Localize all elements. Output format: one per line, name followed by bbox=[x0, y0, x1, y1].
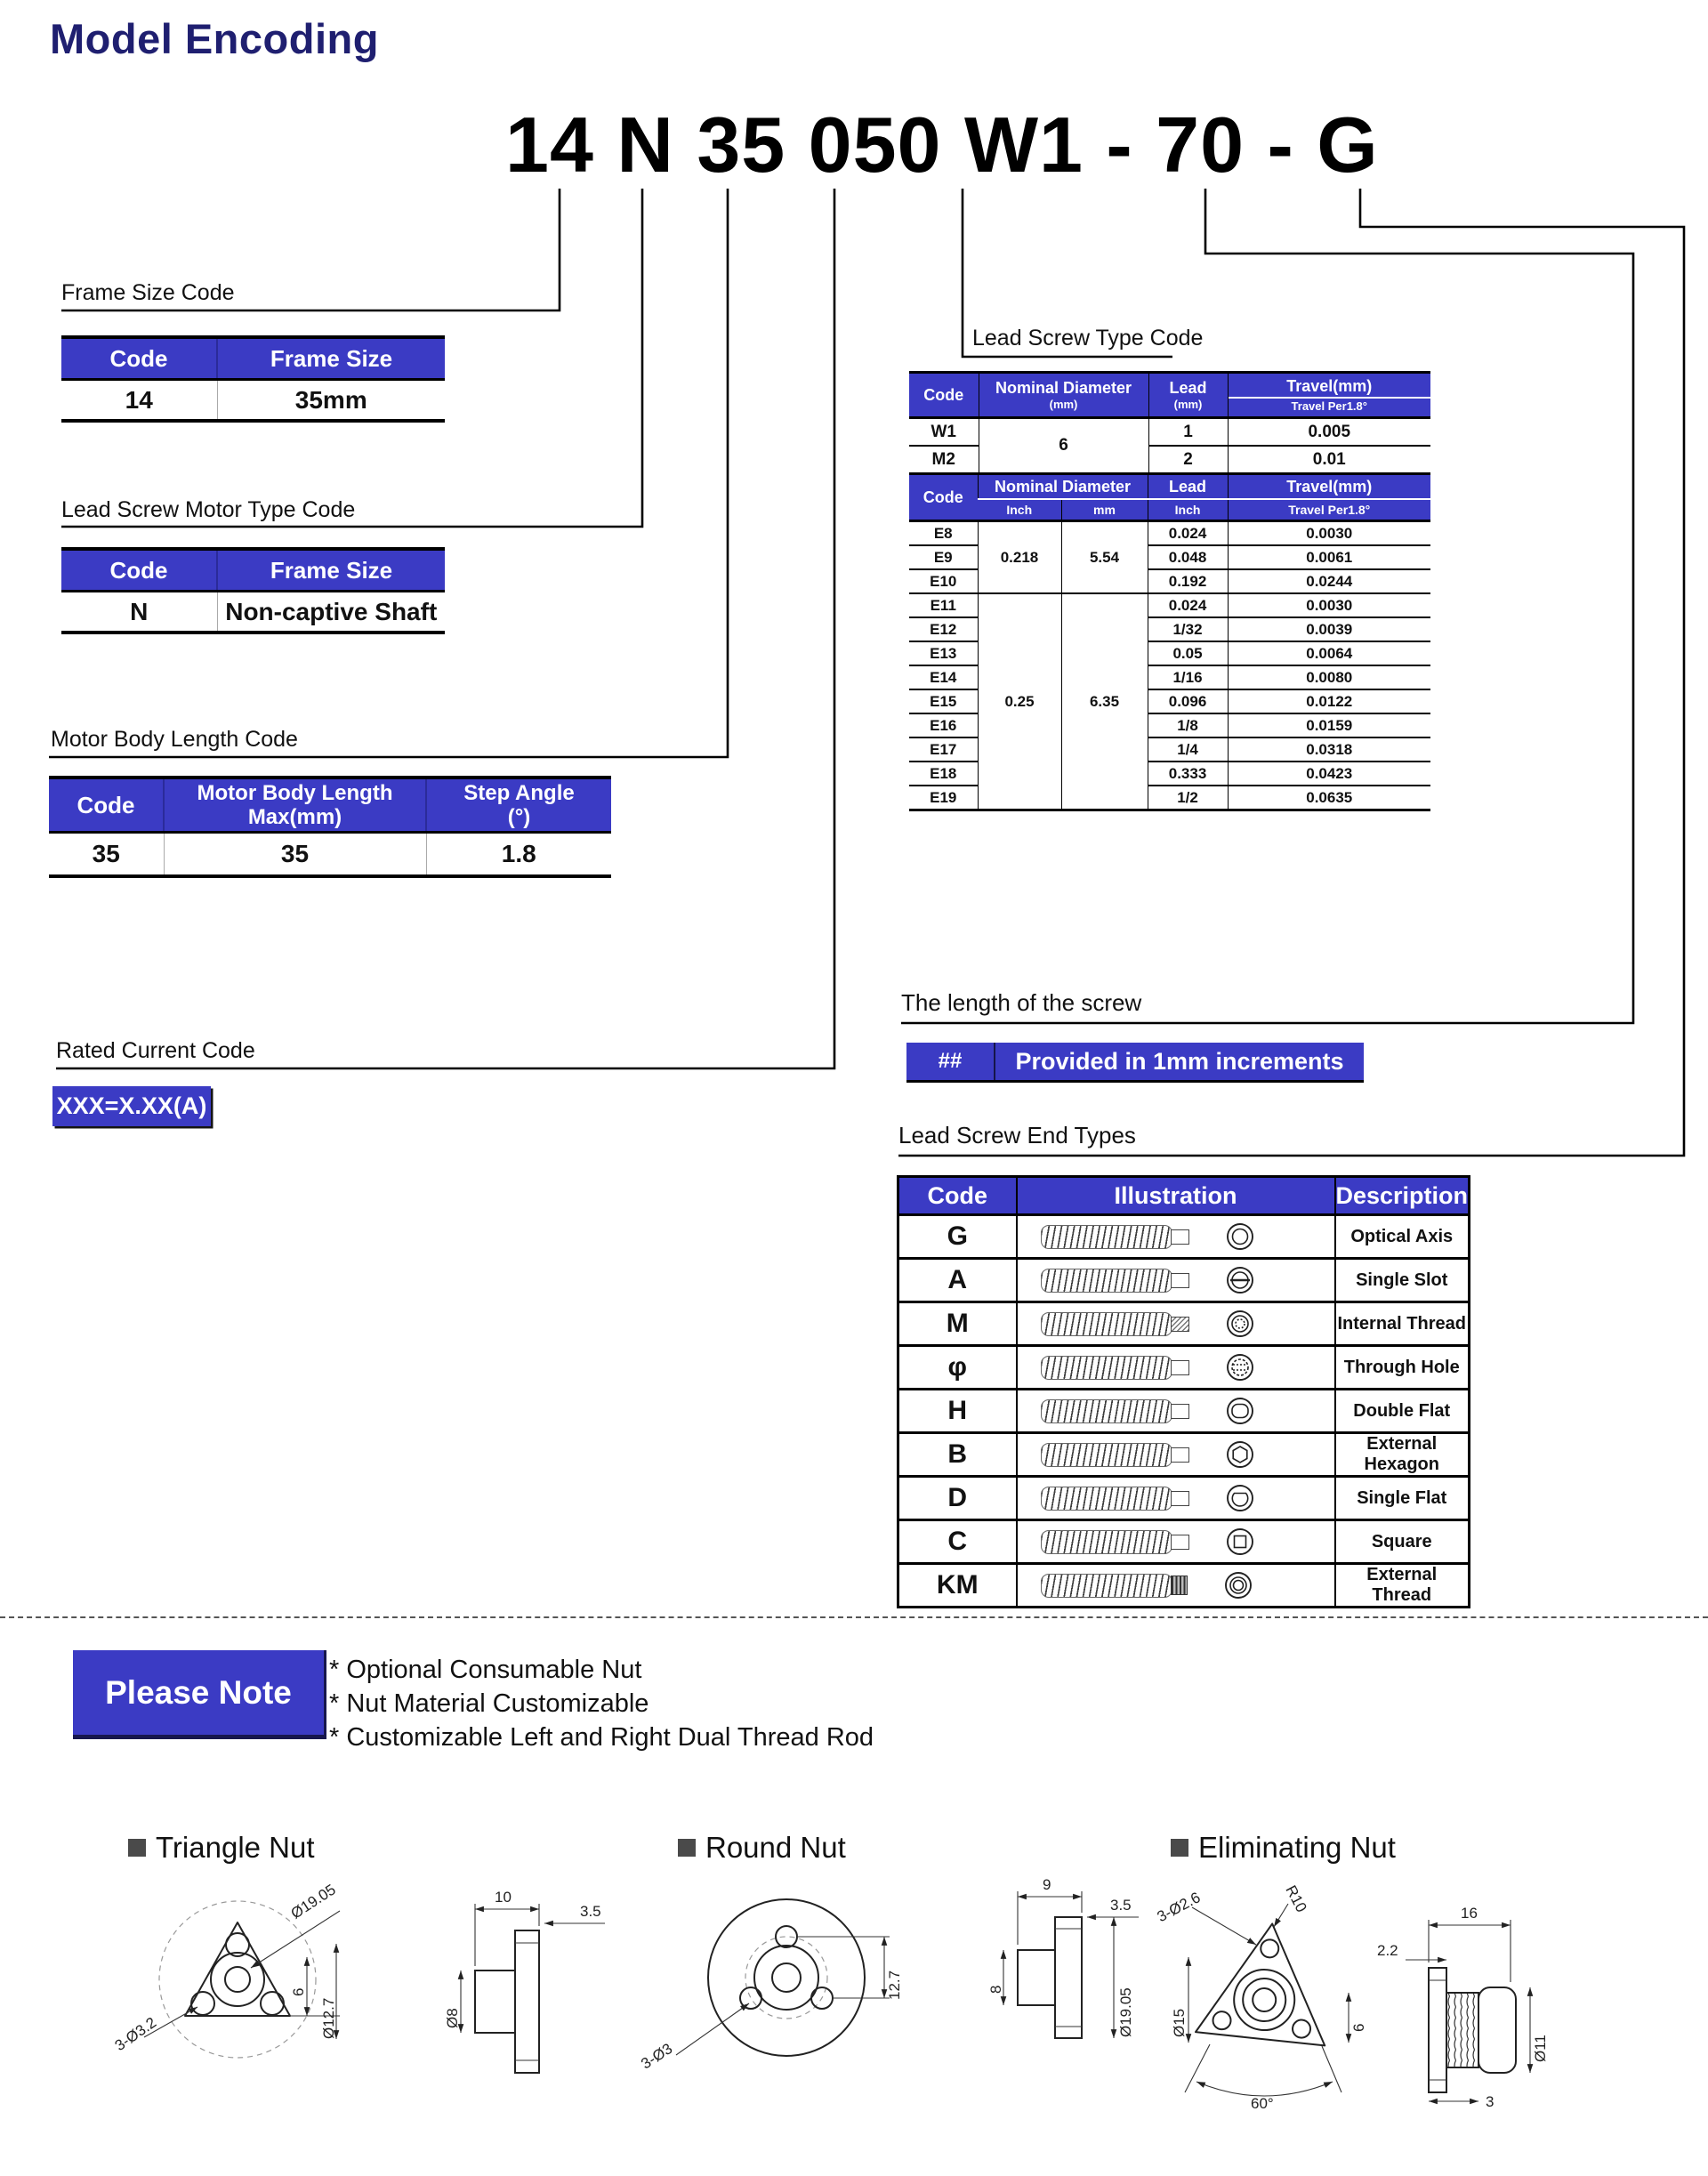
svg-text:3.5: 3.5 bbox=[1110, 1897, 1132, 1914]
end-view-double-flat-icon bbox=[1225, 1396, 1255, 1426]
screw-tip-icon bbox=[1171, 1535, 1189, 1550]
screw-type-table2-body bbox=[909, 521, 1430, 810]
triangle-nut-drawing bbox=[107, 1868, 623, 2162]
table-row: E18 0.333 0.0423 bbox=[909, 762, 1430, 786]
screw-length-label: The length of the screw bbox=[901, 989, 1142, 1016]
motor-type-table bbox=[61, 547, 445, 634]
screw-thread-icon bbox=[1041, 1399, 1172, 1423]
end-type-illustration bbox=[1017, 1259, 1335, 1302]
end-type-code: D bbox=[898, 1477, 1017, 1520]
screw-tip-icon bbox=[1171, 1273, 1189, 1288]
end-type-row-B bbox=[898, 1433, 1470, 1477]
table-row: E11 0.25 6.35 0.024 0.0030 bbox=[909, 593, 1430, 617]
svg-text:60°: 60° bbox=[1251, 2095, 1274, 2112]
end-view-internal-icon bbox=[1225, 1309, 1255, 1339]
end-type-code: M bbox=[898, 1302, 1017, 1346]
screw-tip-icon bbox=[1171, 1229, 1189, 1245]
table-row: E16 1/8 0.0159 bbox=[909, 713, 1430, 737]
svg-text:3.5: 3.5 bbox=[580, 1903, 601, 1920]
table-row: 14 35mm bbox=[61, 380, 445, 422]
table-row: E10 0.192 0.0244 bbox=[909, 569, 1430, 593]
svg-text:Ø19.05: Ø19.05 bbox=[1117, 1987, 1134, 2037]
screw-length-desc: Provided in 1mm increments bbox=[1015, 1047, 1344, 1075]
end-type-illustration bbox=[1017, 1346, 1335, 1390]
table-row: 35 35 1.8 bbox=[49, 833, 611, 877]
end-type-description: Square bbox=[1335, 1520, 1470, 1564]
merged-diameter-mm-cell: 5.54 bbox=[1061, 521, 1148, 594]
screw-tip-icon bbox=[1171, 1360, 1189, 1375]
rated-current-label: Rated Current Code bbox=[56, 1038, 255, 1063]
end-type-row-A bbox=[898, 1259, 1470, 1302]
note-item: * Optional Consumable Nut bbox=[329, 1656, 642, 1684]
svg-text:Ø19.05: Ø19.05 bbox=[287, 1881, 339, 1922]
triangle-nut-heading: Triangle Nut bbox=[128, 1831, 315, 1865]
end-type-illustration bbox=[1017, 1520, 1335, 1564]
end-type-description: Double Flat bbox=[1335, 1390, 1470, 1433]
column-header: Code bbox=[909, 373, 979, 418]
end-type-description: Optical Axis bbox=[1335, 1215, 1470, 1259]
page-title: Model Encoding bbox=[50, 15, 379, 62]
note-item: * Nut Material Customizable bbox=[329, 1689, 649, 1718]
svg-text:R10: R10 bbox=[1282, 1882, 1310, 1915]
svg-text:3-Ø3: 3-Ø3 bbox=[638, 2040, 676, 2073]
svg-text:3-Ø2.6: 3-Ø2.6 bbox=[1154, 1889, 1204, 1926]
column-header: Nominal Diameter (mm) bbox=[979, 373, 1148, 418]
end-type-illustration bbox=[1017, 1477, 1335, 1520]
svg-text:Ø15: Ø15 bbox=[1171, 2008, 1188, 2037]
svg-text:3: 3 bbox=[1486, 2093, 1494, 2110]
screw-thread-icon bbox=[1041, 1225, 1172, 1249]
svg-text:12.7: 12.7 bbox=[886, 1970, 903, 2000]
column-header: Frame Size bbox=[217, 337, 445, 380]
screw-tip-icon bbox=[1171, 1491, 1189, 1506]
end-type-code: H bbox=[898, 1390, 1017, 1433]
end-type-code: KM bbox=[936, 1570, 979, 1600]
column-header: Lead (mm) bbox=[1148, 373, 1228, 418]
column-header: Frame Size bbox=[217, 549, 445, 592]
end-type-row-H bbox=[898, 1390, 1470, 1433]
screw-tip-icon bbox=[1171, 1404, 1189, 1419]
end-type-code: φ bbox=[898, 1346, 1017, 1390]
round-nut-heading: Round Nut bbox=[678, 1831, 846, 1865]
note-item: * Customizable Left and Right Dual Thread Rod bbox=[329, 1723, 874, 1752]
svg-text:2.2: 2.2 bbox=[1377, 1942, 1398, 1959]
screw-thread-icon bbox=[1041, 1312, 1172, 1336]
table-row: N Non-captive Shaft bbox=[61, 592, 445, 633]
end-type-code: A bbox=[898, 1259, 1017, 1302]
separator-line bbox=[0, 1616, 1708, 1618]
column-header: Code bbox=[49, 778, 164, 833]
table-row: E8 0.218 5.54 0.024 0.0030 bbox=[909, 521, 1430, 546]
table-row: E15 0.096 0.0122 bbox=[909, 689, 1430, 713]
column-header: Illustration bbox=[1017, 1177, 1335, 1215]
column-header: Lead bbox=[1148, 474, 1228, 500]
end-type-description: Internal Thread bbox=[1335, 1302, 1470, 1346]
screw-thread-icon bbox=[1041, 1356, 1172, 1380]
end-view-plain-icon bbox=[1225, 1221, 1255, 1252]
svg-text:16: 16 bbox=[1461, 1905, 1478, 1922]
merged-diameter-inch-cell: 0.218 bbox=[978, 521, 1061, 594]
screw-thread-icon bbox=[1041, 1269, 1172, 1293]
end-type-row-C bbox=[898, 1520, 1470, 1564]
end-types-table bbox=[897, 1175, 1470, 1608]
column-header: Travel Per1.8° bbox=[1228, 499, 1430, 521]
table-row: M2 2 0.01 bbox=[909, 446, 1430, 474]
model-number: 14 N 35 050 W1 - 70 - G bbox=[505, 101, 1379, 189]
screw-tip-icon bbox=[1171, 1317, 1189, 1332]
end-type-illustration bbox=[1017, 1302, 1335, 1346]
svg-text:Ø11: Ø11 bbox=[1532, 2035, 1549, 2062]
please-note-badge: Please Note bbox=[73, 1650, 326, 1739]
column-header: Code bbox=[898, 1177, 1017, 1215]
column-header: Travel(mm) Travel Per1.8° bbox=[1228, 373, 1430, 418]
rated-current-value: XXX=X.XX(A) bbox=[52, 1086, 211, 1126]
merged-diameter-mm-cell: 6.35 bbox=[1061, 593, 1148, 810]
end-type-description: Through Hole bbox=[1335, 1346, 1470, 1390]
end-type-description: Single Flat bbox=[1335, 1477, 1470, 1520]
column-header: mm bbox=[1061, 499, 1148, 521]
column-header: Code bbox=[909, 474, 978, 521]
column-header: Nominal Diameter bbox=[978, 474, 1148, 500]
table-row: E17 1/4 0.0318 bbox=[909, 737, 1430, 762]
end-type-code: G bbox=[898, 1215, 1017, 1259]
end-view-single-flat-icon bbox=[1225, 1483, 1255, 1513]
end-type-code: B bbox=[898, 1433, 1017, 1477]
body-length-label: Motor Body Length Code bbox=[51, 727, 298, 752]
end-type-description: Single Slot bbox=[1335, 1259, 1470, 1302]
end-type-row-φ bbox=[898, 1346, 1470, 1390]
column-header: Travel(mm) bbox=[1228, 474, 1430, 500]
screw-tip-icon bbox=[1171, 1447, 1189, 1463]
frame-size-label: Frame Size Code bbox=[61, 280, 235, 305]
column-header: Code bbox=[61, 549, 217, 592]
svg-text:Ø8: Ø8 bbox=[444, 2008, 461, 2028]
table-row: E14 1/16 0.0080 bbox=[909, 665, 1430, 689]
column-header: Description bbox=[1335, 1177, 1470, 1215]
svg-text:10: 10 bbox=[495, 1889, 512, 1906]
screw-tip-icon bbox=[1171, 1576, 1188, 1595]
table-row: E19 1/2 0.0635 bbox=[909, 786, 1430, 810]
screw-type-label: Lead Screw Type Code bbox=[972, 326, 1204, 351]
svg-text:Ø12.7: Ø12.7 bbox=[320, 1997, 337, 2039]
screw-thread-icon bbox=[1041, 1487, 1172, 1511]
svg-text:3-Ø3.2: 3-Ø3.2 bbox=[111, 2013, 160, 2055]
end-view-slot-icon bbox=[1225, 1265, 1255, 1295]
svg-text:6: 6 bbox=[1350, 2023, 1367, 2032]
column-header: Inch bbox=[1148, 499, 1228, 521]
table-row: W1 6 1 0.005 bbox=[909, 418, 1430, 447]
column-header: Inch bbox=[978, 499, 1061, 521]
column-header: Step Angle (°) bbox=[426, 778, 611, 833]
screw-length-bar bbox=[906, 1043, 1364, 1083]
screw-length-code: ## bbox=[906, 1043, 995, 1080]
eliminating-nut-drawing bbox=[1148, 1868, 1708, 2171]
end-type-illustration bbox=[1017, 1390, 1335, 1433]
frame-size-table bbox=[61, 335, 445, 423]
table-row: E9 0.048 0.0061 bbox=[909, 545, 1430, 569]
merged-diameter-inch-cell: 0.25 bbox=[978, 593, 1061, 810]
square-bullet-icon bbox=[128, 1839, 146, 1857]
end-view-hexagon-icon bbox=[1225, 1439, 1255, 1470]
column-header: Motor Body Length Max(mm) bbox=[164, 778, 426, 833]
svg-text:8: 8 bbox=[987, 1985, 1004, 1994]
end-types-label: Lead Screw End Types bbox=[898, 1122, 1136, 1148]
end-type-row-KM bbox=[898, 1564, 1470, 1608]
screw-type-table-imperial bbox=[909, 472, 1430, 811]
end-type-code: C bbox=[898, 1520, 1017, 1564]
end-type-description: External Thread bbox=[1335, 1564, 1470, 1608]
end-type-row-M bbox=[898, 1302, 1470, 1346]
table-row: E12 1/32 0.0039 bbox=[909, 617, 1430, 641]
end-view-square-icon bbox=[1225, 1527, 1255, 1557]
screw-thread-icon bbox=[1041, 1574, 1172, 1598]
round-nut-drawing bbox=[623, 1868, 1139, 2162]
table-row: E13 0.05 0.0064 bbox=[909, 641, 1430, 665]
end-view-external-thread-icon bbox=[1223, 1570, 1253, 1600]
end-type-description: External Hexagon bbox=[1335, 1433, 1470, 1477]
motor-type-label: Lead Screw Motor Type Code bbox=[61, 497, 356, 522]
body-length-table bbox=[49, 776, 611, 878]
screw-thread-icon bbox=[1041, 1530, 1172, 1554]
svg-text:6: 6 bbox=[290, 1987, 307, 1996]
svg-text:9: 9 bbox=[1043, 1876, 1051, 1893]
end-view-through-icon bbox=[1225, 1352, 1255, 1382]
end-type-illustration bbox=[1017, 1433, 1335, 1477]
screw-thread-icon bbox=[1041, 1443, 1172, 1467]
column-header: Code bbox=[61, 337, 217, 380]
eliminating-nut-heading: Eliminating Nut bbox=[1171, 1831, 1396, 1865]
end-type-row-G bbox=[898, 1215, 1470, 1259]
end-type-row-D bbox=[898, 1477, 1470, 1520]
end-type-illustration bbox=[1017, 1564, 1335, 1608]
end-type-illustration bbox=[1017, 1215, 1335, 1259]
merged-diameter-cell: 6 bbox=[979, 418, 1148, 474]
screw-type-table-metric bbox=[909, 371, 1430, 475]
square-bullet-icon bbox=[1171, 1839, 1188, 1857]
square-bullet-icon bbox=[678, 1839, 696, 1857]
note-list bbox=[329, 1653, 874, 1754]
